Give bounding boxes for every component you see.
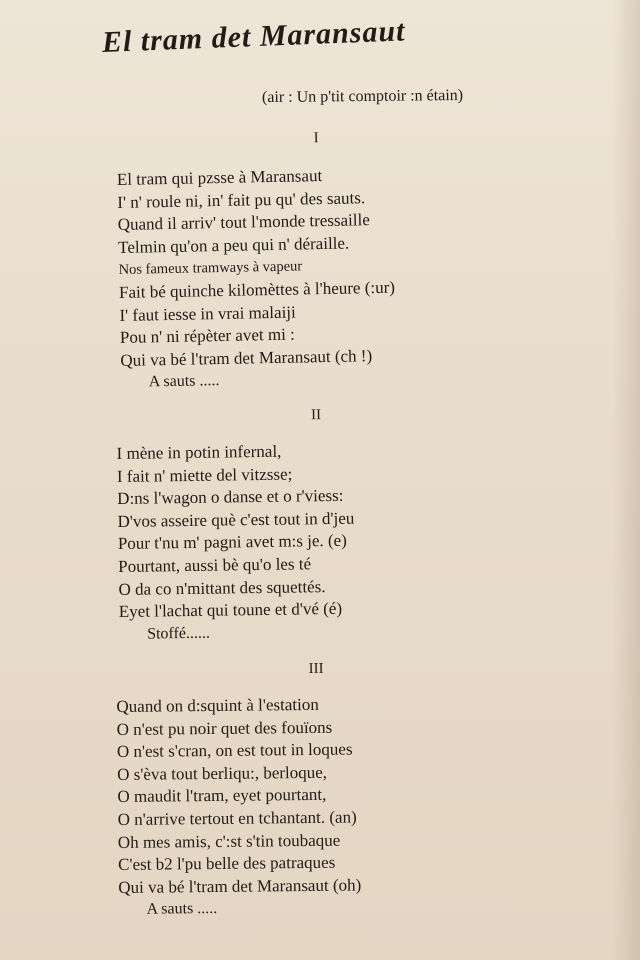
verse-line: O n'est s'cran, on est tout in loques: [116, 739, 353, 762]
verse-line: Oh mes amis, c':st s'tin toubaque: [117, 830, 341, 852]
verse-line: Eyet l'lachat qui toune et d'vé (é): [118, 599, 343, 622]
verse-line: Fait bé quinche kilomèttes à l'heure (:ur): [118, 277, 396, 302]
stanza-3: [116, 659, 539, 922]
verse-line: C'est b2 l'pu belle des patraques: [118, 852, 336, 875]
stanza-numeral: III: [308, 660, 324, 677]
verse-line: Pou n' ni répèter avet mi :: [119, 324, 295, 348]
stanza-1: [116, 126, 541, 395]
stanza-numeral: II: [310, 407, 322, 424]
stanza-numeral: I: [313, 130, 319, 147]
stanza-2: [116, 404, 539, 646]
verse-line: Telmin qu'on a peu qui n' déraille.: [117, 233, 350, 257]
verse-line: Pour t'nu m' pagni avet m:s je. (e): [117, 531, 347, 554]
verse-line: D:ns l'wagon o danse et o r'viess:: [117, 486, 344, 509]
verse-line: O maudit l'tram, eyet pourtant,: [117, 785, 327, 807]
verse-line: I mène in potin infernal,: [116, 441, 282, 463]
verse-line: Quand on d:squint à l'estation: [116, 694, 319, 716]
verse-line: I' n' roule ni, in' fait pu qu' des sauts.: [117, 187, 366, 212]
verse-line: Pourtant, aussi bè qu'o les té: [118, 554, 312, 576]
verse-line: I fait n' miette del vitzsse;: [116, 464, 293, 486]
verse-line: O s'èva tout berliqu:, berloque,: [117, 762, 328, 784]
song-title: El tram det Maransaut: [101, 14, 406, 59]
song-air-subtitle: (air : Un p'tit comptoir :n étain): [261, 86, 464, 107]
verse-line: Qui va bé l'tram det Maransaut (oh): [118, 875, 362, 897]
verse-line: Nos fameux tramways à vapeur: [118, 258, 303, 279]
verse-line: D'vos asseire què c'est tout in d'jeu: [117, 508, 355, 531]
verse-line: O n'arrive tertout en tchantant. (an): [117, 807, 357, 829]
verse-line: El tram qui pzsse à Maransaut: [116, 166, 323, 189]
verse-line: Quand il arriv' tout l'monde tressaille: [117, 210, 370, 235]
verse-line: I' faut iesse in vrai malaiji: [119, 302, 296, 325]
verse-line: O da co n'mittant des squettés.: [118, 576, 326, 599]
refrain-line: A sauts .....: [146, 900, 218, 919]
verse-line: Qui va bé l'tram det Maransaut (ch !): [120, 345, 373, 370]
verse-line: O n'est pu noir quet des fouïons: [116, 717, 333, 739]
refrain-line: Stoffé......: [147, 624, 211, 643]
refrain-line: A sauts .....: [148, 372, 220, 391]
